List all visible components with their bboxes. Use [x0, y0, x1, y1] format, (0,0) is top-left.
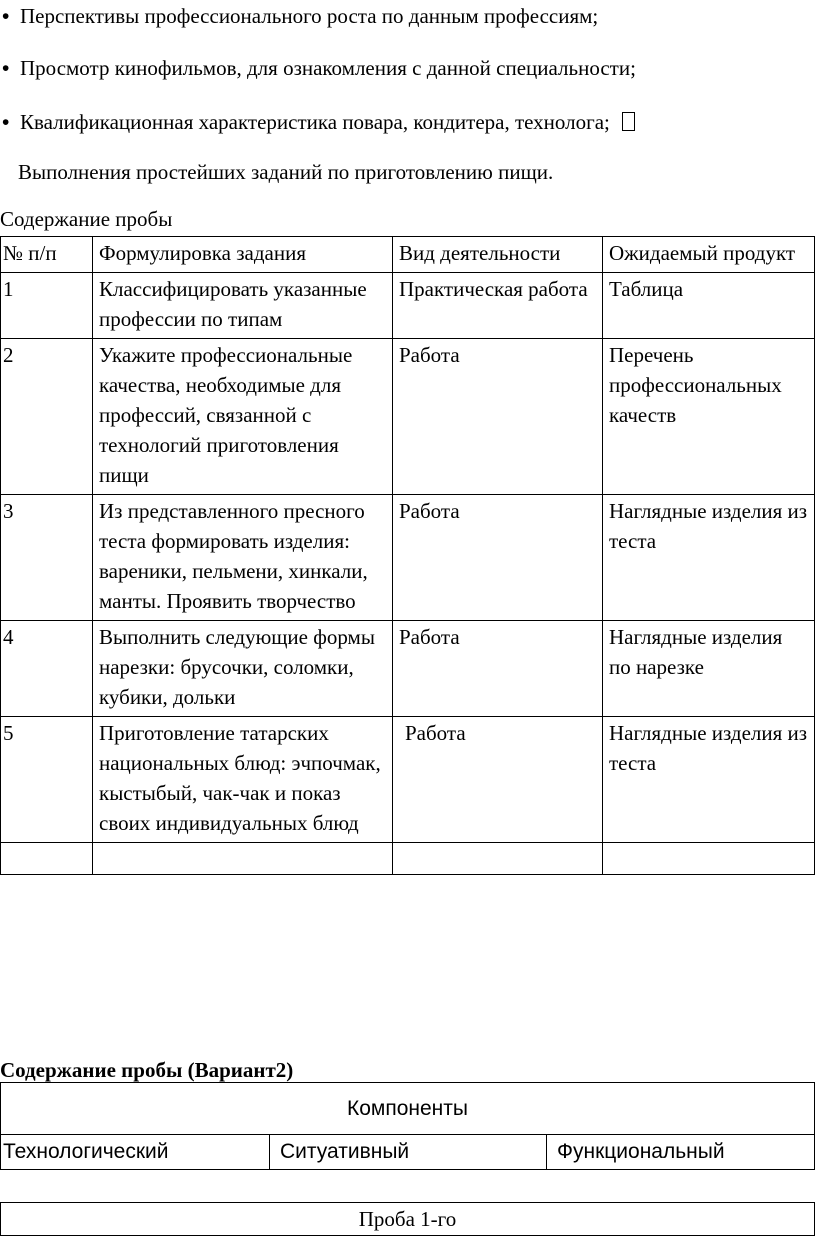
table-cell: 5 [1, 717, 93, 843]
table-cell [1, 843, 93, 875]
table-cell: 1 [1, 273, 93, 339]
table-row [1, 717, 815, 843]
table-cell [93, 843, 393, 875]
table-cell: Работа [393, 717, 603, 843]
table-row [1, 273, 815, 339]
table-cell: 2 [1, 339, 93, 495]
table-row [1, 621, 815, 717]
table-caption: Содержание пробы [0, 207, 173, 231]
table-cell: Классифицировать указанные профессии по типам [93, 273, 393, 339]
table-cell: Наглядные изделия из теста [603, 717, 815, 843]
table-row [1, 495, 815, 621]
component-cell: Ситуативный [270, 1135, 547, 1170]
table-cell: Наглядные изделия по нарезке [603, 621, 815, 717]
bullet-icon: • [2, 111, 10, 134]
table-row [1, 339, 815, 495]
table-cell: Приготовление татарских национальных блюд: эчпочмак, кыстыбый, чак-чак и показ своих индивидуальных блюд [93, 717, 393, 843]
table-cell: 4 [1, 621, 93, 717]
bullet-icon: • [2, 57, 10, 80]
table-cell: Выполнить следующие формы нарезки: брусочки, соломки, кубики, дольки [93, 621, 393, 717]
table-cell: Из представленного пресного теста формировать изделия: вареники, пельмени, хинкали, манты. Проявить творчество [93, 495, 393, 621]
components-table [0, 1082, 815, 1170]
table-cell [603, 843, 815, 875]
probe-title: Проба 1-го [1, 1203, 815, 1236]
table-cell [393, 843, 603, 875]
bullet-icon: • [2, 5, 10, 28]
probe-header-table [0, 1202, 815, 1236]
table-cell: Практическая работа [393, 273, 603, 339]
table-cell: 3 [1, 495, 93, 621]
table-cell: Работа [393, 621, 603, 717]
missing-glyph-box-icon [622, 112, 635, 131]
table-cell: Работа [393, 339, 603, 495]
bullet-item: • Перспективы профессионального роста по данным профессиям; [2, 4, 599, 28]
header-cell: Вид деятельности [393, 237, 603, 273]
table-row-empty [1, 843, 815, 875]
bullet-item: • Квалификационная характеристика повара, кондитера, технолога; [0, 110, 635, 135]
header-cell: Формулировка задания [93, 237, 393, 273]
header-cell: Ожидаемый продукт [603, 237, 815, 273]
components-title: Компоненты [1, 1083, 815, 1135]
table-cell: Таблица [603, 273, 815, 339]
header-cell: № п/п [1, 237, 93, 273]
section-heading: Содержание пробы (Вариант2) [0, 1058, 294, 1082]
component-cell: Технологический [1, 1135, 270, 1170]
table-header-row [1, 237, 815, 273]
bullet-continuation: Выполнения простейших заданий по приготовлению пищи. [18, 160, 554, 184]
probe-table [0, 236, 815, 875]
table-cell: Укажите профессиональные качества, необходимые для профессий, связанной с технологий приготовления пищи [93, 339, 393, 495]
table-cell: Работа [393, 495, 603, 621]
bullet-item: • Просмотр кинофильмов, для ознакомления с данной специальности; [2, 56, 636, 80]
table-cell: Наглядные изделия из теста [603, 495, 815, 621]
table-cell: Перечень профессиональных качеств [603, 339, 815, 495]
component-cell: Функциональный [547, 1135, 815, 1170]
